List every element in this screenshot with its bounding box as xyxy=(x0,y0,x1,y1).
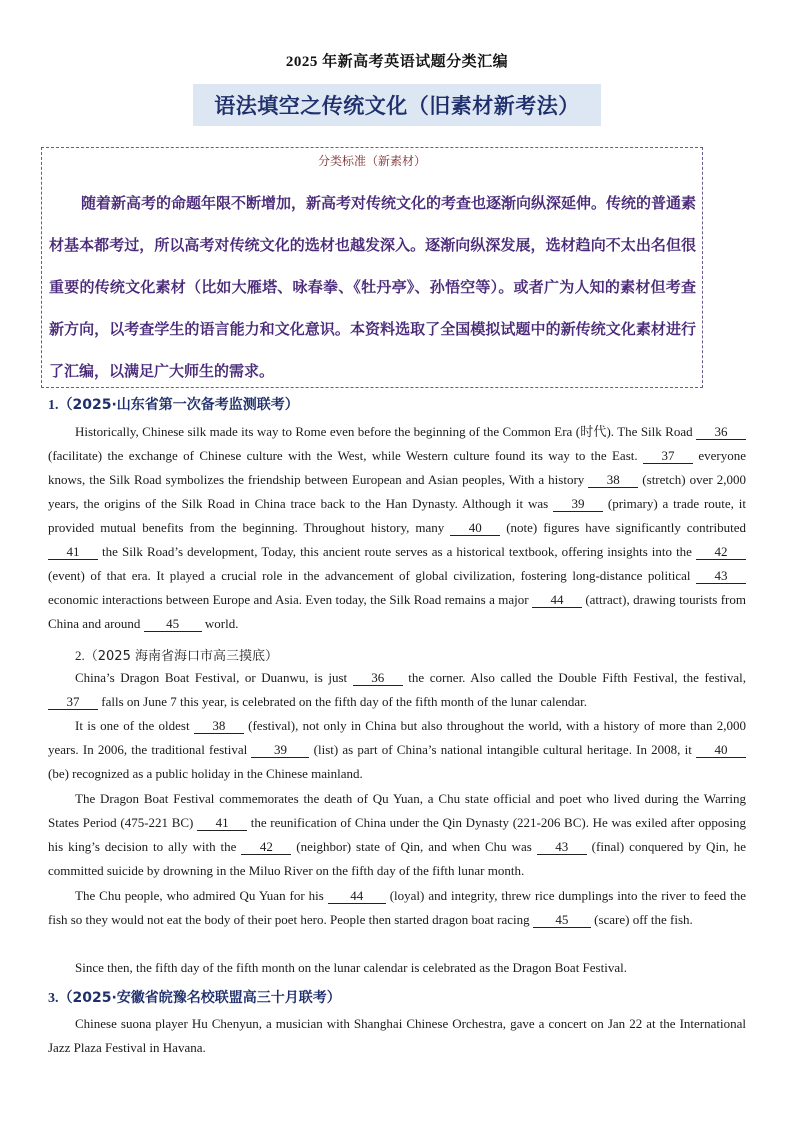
question-1-number: 1. xyxy=(48,398,59,413)
passage-text: (list) as part of China’s national intangible cultural heritage. In 2008, it xyxy=(309,742,696,757)
blank-42[interactable]: 42 xyxy=(241,839,291,855)
question-1-source: （2025·山东省第一次备考监测联考） xyxy=(58,397,299,413)
passage-text: (loyal) and integrity, threw rice dumplings into the river to feed the fish so they would not eat the body of their poet hero. People then started dragon boat racing xyxy=(48,888,747,927)
question-2-number: 2. xyxy=(75,648,85,663)
passage-text: the reunification of China under the Qin Dynasty (221-206 BC). He was exiled after opposing his king’s decision to ally with the xyxy=(48,815,746,854)
document-title: 2025 年新高考英语试题分类汇编 xyxy=(285,54,509,70)
question-2-heading xyxy=(75,645,278,664)
blank-43[interactable]: 43 xyxy=(696,568,746,584)
passage-text: China’s Dragon Boat Festival, or Duanwu, is just xyxy=(75,670,353,685)
passage-text: (note) figures have significantly contributed xyxy=(500,520,746,535)
passage-text: (festival), not only in China but also throughout the world, with a history of more than 2,000 years. In 2006, the traditional festival xyxy=(48,718,746,757)
blank-38[interactable]: 38 xyxy=(194,718,244,734)
question-2-paragraph-3 xyxy=(48,787,746,883)
blank-43[interactable]: 43 xyxy=(537,839,587,855)
passage-text: (attract), drawing tourists from China and around xyxy=(48,592,746,631)
intro-label: 分类标准（新素材） xyxy=(317,154,426,168)
question-2-source: （2025 海南省海口市高三摸底） xyxy=(84,649,278,664)
question-2-paragraph-5: Since then, the fifth day of the fifth month on the lunar calendar is celebrated as the Dragon Boat Festival. xyxy=(75,960,627,975)
passage-text: the corner. Also called the Double Fifth Festival, the festival, xyxy=(402,670,746,685)
question-2-paragraph-1 xyxy=(48,666,746,714)
question-1-passage xyxy=(48,420,746,636)
blank-39[interactable]: 39 xyxy=(251,742,309,758)
passage-text: economic interactions between Europe and Asia. Even today, the Silk Road remains a major xyxy=(48,592,532,607)
question-1-heading xyxy=(48,394,299,414)
passage-text: (stretch) over 2,000 years, the origins of the Silk Road in China trace back to the Han Dynasty. Although it was xyxy=(48,472,746,511)
question-3-heading xyxy=(48,987,341,1007)
passage-text: falls on June 7 this year, is celebrated on the fifth day of the fifth month of the lunar calendar. xyxy=(98,694,587,709)
blank-41[interactable]: 41 xyxy=(48,544,98,560)
blank-36[interactable]: 36 xyxy=(696,424,746,440)
blank-38[interactable]: 38 xyxy=(588,472,638,488)
blank-40[interactable]: 40 xyxy=(450,520,500,536)
blank-39[interactable]: 39 xyxy=(553,496,603,512)
blank-41[interactable]: 41 xyxy=(197,815,247,831)
passage-text: It is one of the oldest xyxy=(75,718,194,733)
passage-text: the Silk Road’s development, Today, this ancient route serves as a historical textbook, offering insights into the xyxy=(98,544,696,559)
blank-37[interactable]: 37 xyxy=(48,694,98,710)
passage-text: Historically, Chinese silk made its way to Rome even before the beginning of the Common Era (时代). The Silk Road xyxy=(75,424,696,439)
blank-44[interactable]: 44 xyxy=(532,592,582,608)
blank-44[interactable]: 44 xyxy=(328,888,386,904)
intro-text: 随着新高考的命题年限不断增加，新高考对传统文化的考查也逐渐向纵深延伸。传统的普通素材基本都考过，所以高考对传统文化的选材也越发深入。逐渐向纵深发展，选材趋向不太出名但很重要的传统文化素材（比如大雁塔、咏春拳、《牡丹亭》、孙悟空等）。或者广为人知的素材但考查新方向，以考查学生的语言能力和文化意识。本资料选取了全国模拟试题中的新传统文化素材进行了汇编，以满足广大师生的需求。 xyxy=(49,194,697,380)
passage-text: (neighbor) state of Qin, and when Chu was xyxy=(291,839,537,854)
passage-text: (primary) a trade route, it provided mutual benefits from the beginning. Throughout history, many xyxy=(48,496,746,535)
question-3-number: 3. xyxy=(48,991,59,1006)
intro-box xyxy=(41,147,703,388)
passage-text: The Dragon Boat Festival commemorates the death of Qu Yuan, a Chu state official and poet who lived during the Warring States Period (475-221 BC) xyxy=(48,791,746,830)
passage-text: everyone knows, the Silk Road symbolizes the friendship between European and Asian peoples, With a history xyxy=(48,448,747,487)
blank-36[interactable]: 36 xyxy=(353,670,403,686)
blank-45[interactable]: 45 xyxy=(533,912,591,928)
passage-text: (final) conquered by Qin, he committed suicide by drowning in the Miluo River on the fifth day of the fifth lunar month. xyxy=(48,839,747,878)
blank-45[interactable]: 45 xyxy=(144,616,202,632)
topic-banner xyxy=(193,84,601,126)
question-3-paragraph-1: Chinese suona player Hu Chenyun, a musician with Shanghai Chinese Orchestra, gave a concert on Jan 22 at the International Jazz Plaza Festival in Havana. xyxy=(48,1016,746,1055)
passage-text: (scare) off the fish. xyxy=(590,912,693,927)
blank-42[interactable]: 42 xyxy=(696,544,746,560)
passage-text: world. xyxy=(201,616,239,631)
passage-text: (be) recognized as a public holiday in the Chinese mainland. xyxy=(48,766,363,781)
passage-text: (event) of that era. It played a crucial role in the advancement of global civilization, fostering long-distance political xyxy=(48,568,696,583)
passage-text: The Chu people, who admired Qu Yuan for his xyxy=(75,888,328,903)
blank-40[interactable]: 40 xyxy=(696,742,746,758)
blank-37[interactable]: 37 xyxy=(643,448,693,464)
question-2-paragraph-4 xyxy=(48,884,746,932)
topic-banner-text: 语法填空之传统文化（旧素材新考法） xyxy=(214,94,580,118)
question-2-paragraph-2 xyxy=(48,714,746,786)
question-3-source: （2025·安徽省皖豫名校联盟高三十月联考） xyxy=(58,990,341,1006)
passage-text: (facilitate) the exchange of Chinese culture with the West, while Western culture found its way to the East. xyxy=(48,448,643,463)
